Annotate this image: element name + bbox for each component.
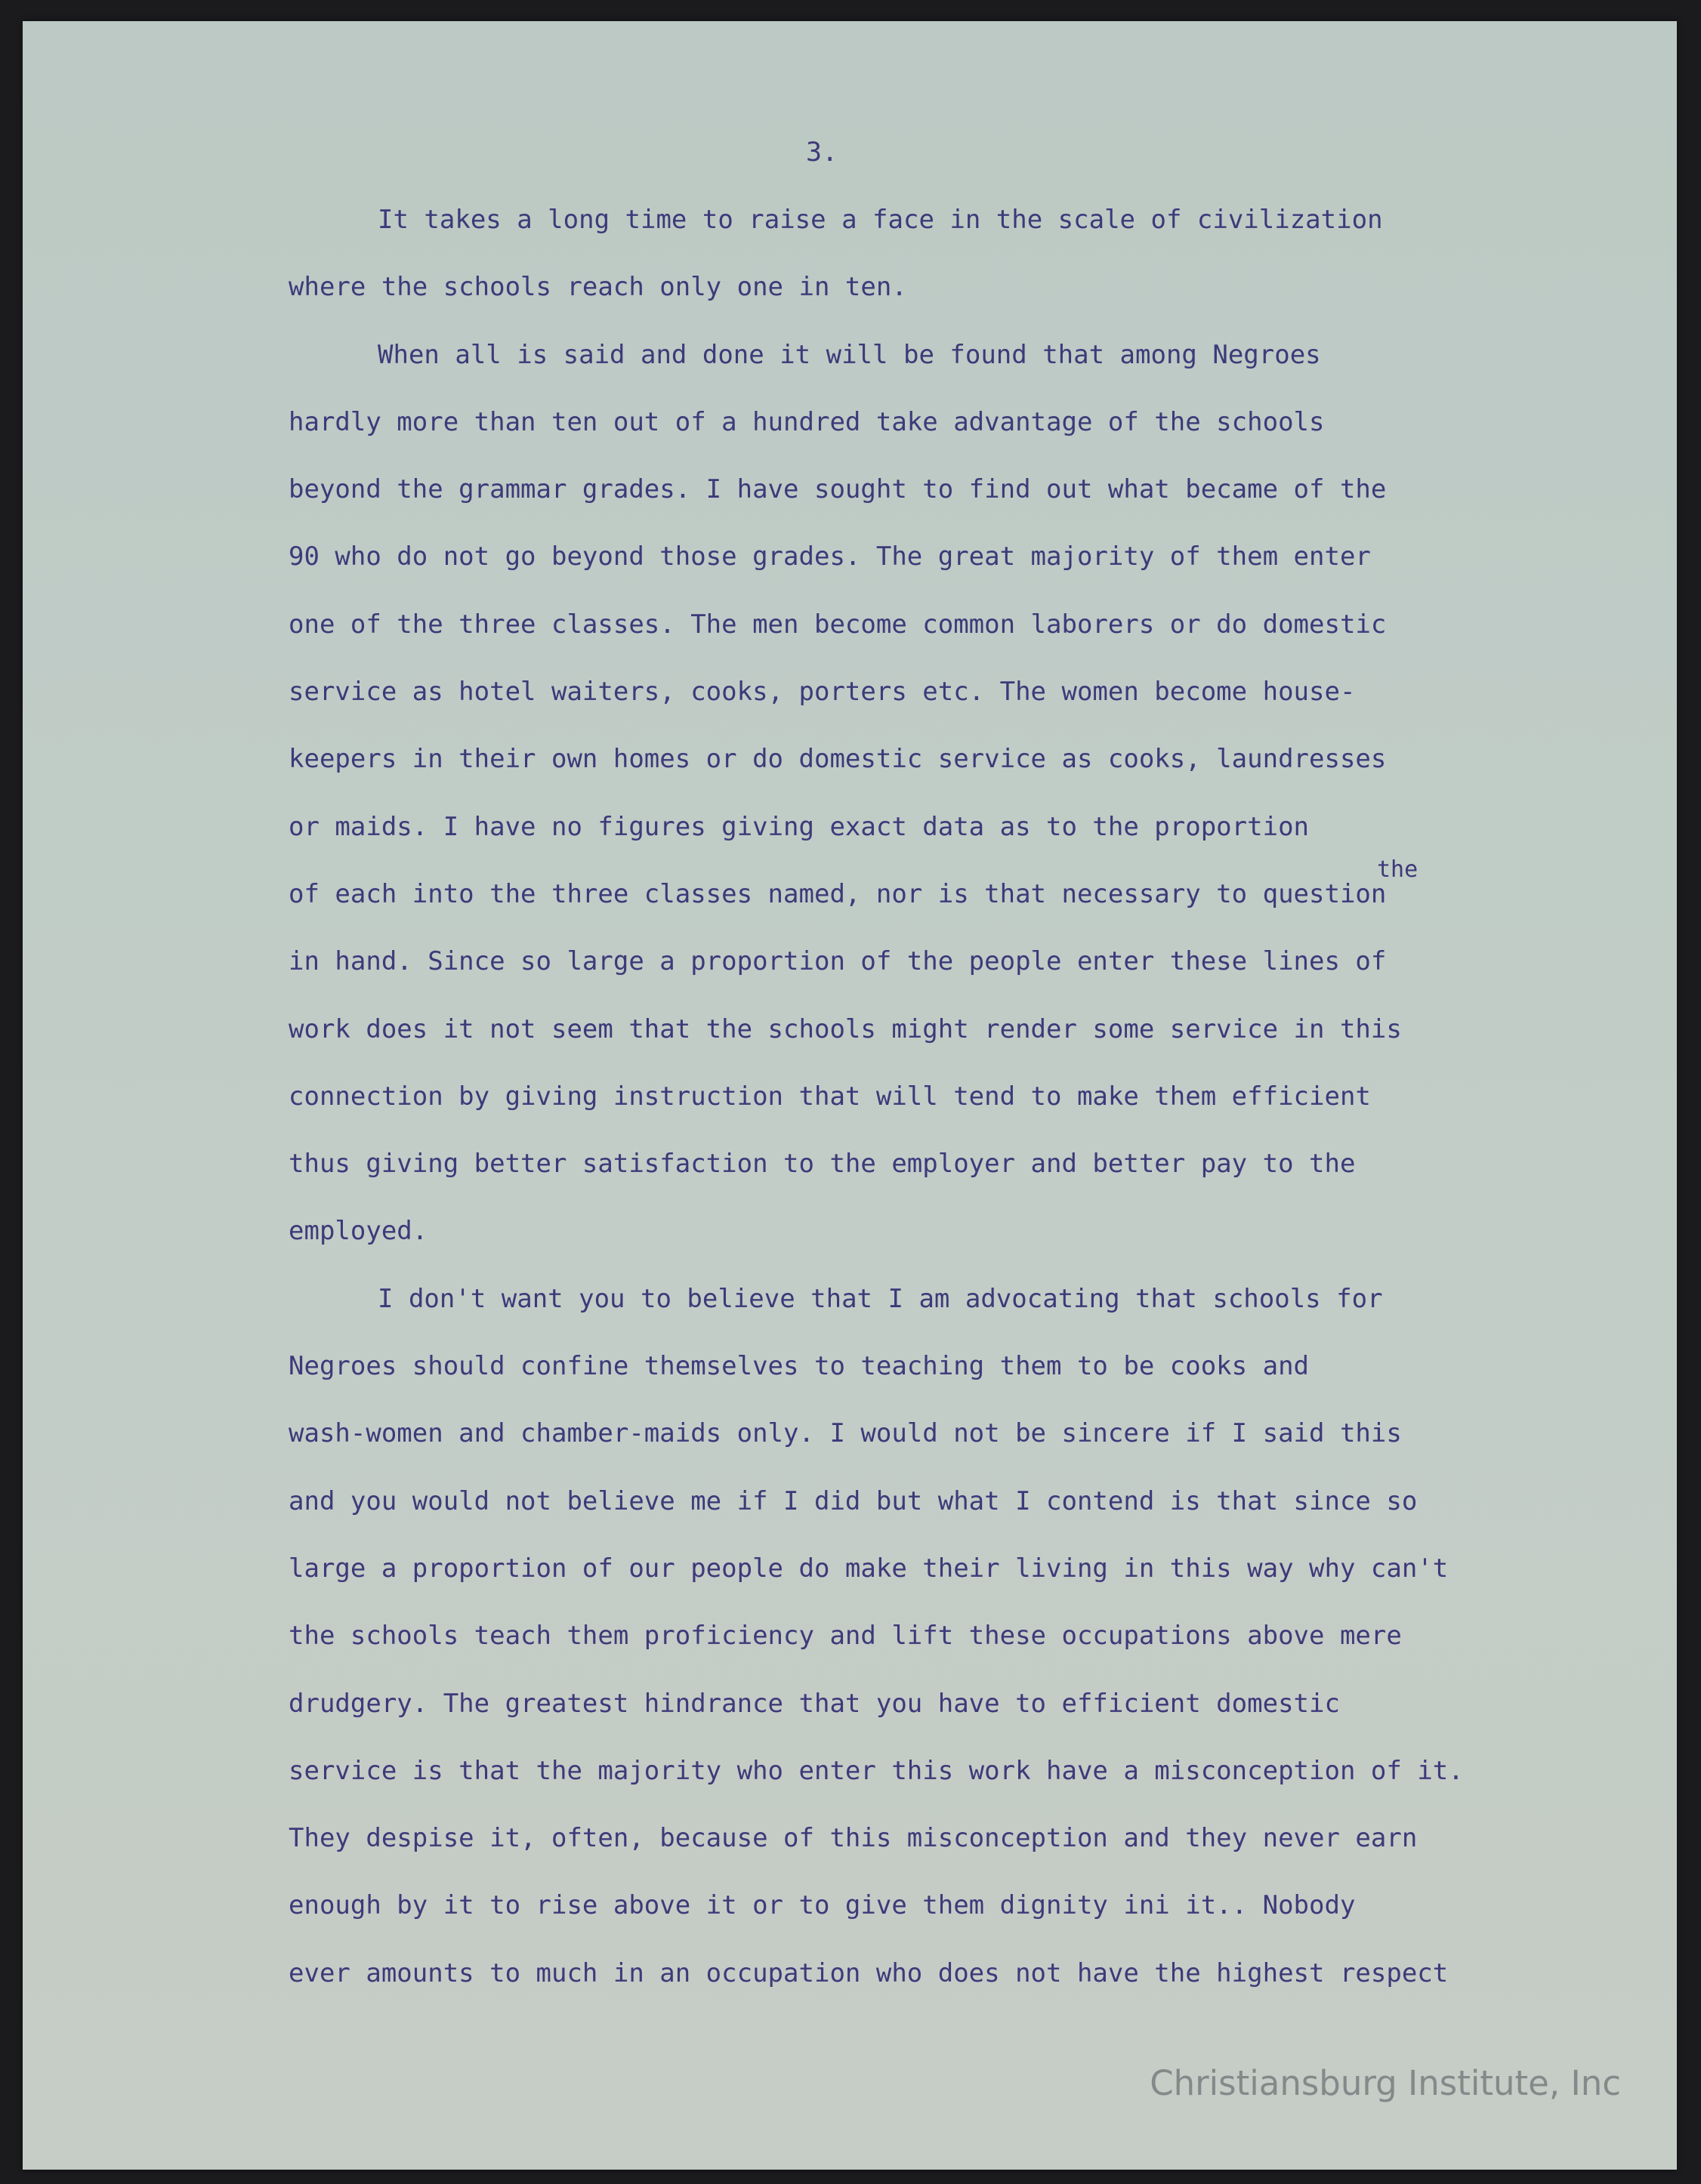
text-line-content: Negroes should confine themselves to teaching them to be cooks and (289, 1351, 1310, 1382)
text-line (289, 944, 1648, 1011)
text-line (289, 1618, 1648, 1686)
text-line (289, 1349, 1648, 1416)
text-line-content: service as hotel waiters, cooks, porters etc. The women become house- (289, 677, 1356, 708)
text-line-content: hardly more than ten out of a hundred take advantage of the schools (289, 406, 1325, 437)
text-line-content: employed. (289, 1216, 428, 1247)
text-line (289, 1686, 1648, 1754)
text-line-content: or maids. I have no figures giving exact data as to the proportion (289, 811, 1310, 842)
page-number: 3. (806, 137, 838, 168)
text-line (289, 1012, 1648, 1079)
text-line (289, 856, 1648, 944)
text-line (289, 338, 1648, 405)
text-line-content: service is that the majority who enter this work have a misconception of it. (289, 1755, 1464, 1786)
text-line (289, 1416, 1648, 1483)
text-line (289, 810, 1648, 877)
text-line (289, 1888, 1648, 1955)
text-line-content: When all is said and done it will be found that among Negroes (378, 339, 1321, 370)
text-line-content: of each into the three classes named, nor is that necessary to question (289, 878, 1387, 909)
text-line (289, 742, 1648, 809)
text-line-content: wash-women and chamber-maids only. I would not be sincere if I said this (289, 1418, 1402, 1449)
text-line-content: and you would not believe me if I did but what I contend is that since so (289, 1485, 1418, 1516)
text-line-content: the schools teach them proficiency and lift these occupations above mere (289, 1621, 1402, 1652)
text-line-content: connection by giving instruction that will tend to make them efficient (289, 1081, 1371, 1112)
text-line (289, 1754, 1648, 1821)
text-line-content: enough by it to rise above it or to give them dignity ini it.. Nobody (289, 1890, 1356, 1921)
archive-watermark: Christiansburg Institute, Inc (1150, 2063, 1621, 2103)
interlinear-insertion: the (1377, 856, 1419, 883)
text-line (289, 1551, 1648, 1618)
text-line-content: in hand. Since so large a proportion of the people enter these lines of (289, 946, 1387, 977)
text-line (289, 1484, 1648, 1551)
text-line-content: ever amounts to much in an occupation who does not have the highest respect (289, 1957, 1449, 1988)
text-line (289, 1956, 1648, 2023)
text-line (289, 674, 1648, 742)
text-line-content: work does it not seem that the schools might render some service in this (289, 1013, 1402, 1044)
text-line (289, 1146, 1648, 1214)
text-line (289, 405, 1648, 472)
text-line-content: It takes a long time to raise a face in the scale of civilization (378, 205, 1383, 235)
typed-text-body (289, 202, 1648, 2023)
text-line-content: one of the three classes. The men become common laborers or do domestic (289, 609, 1387, 640)
text-line (289, 472, 1648, 539)
text-line-content: keepers in their own homes or do domestic service as cooks, laundresses (289, 744, 1387, 775)
document-page (23, 21, 1677, 2170)
text-line (289, 1821, 1648, 1888)
text-line (289, 607, 1648, 674)
text-line (289, 539, 1648, 606)
text-line-content: I don't want you to believe that I am advocating that schools for (378, 1283, 1383, 1314)
text-line-content: 90 who do not go beyond those grades. The great majority of them enter (289, 541, 1371, 572)
text-line-content: They despise it, often, because of this misconception and they never earn (289, 1823, 1418, 1854)
text-line (289, 1282, 1648, 1349)
text-line (289, 1214, 1648, 1281)
text-line-content: beyond the grammar grades. I have sought to find out what became of the (289, 474, 1387, 505)
text-line-content: large a proportion of our people do make their living in this way why can't (289, 1553, 1449, 1584)
text-line-content: drudgery. The greatest hindrance that you have to efficient domestic (289, 1688, 1340, 1719)
text-line (289, 202, 1648, 270)
text-line-content: thus giving better satisfaction to the employer and better pay to the (289, 1149, 1356, 1180)
text-line (289, 1079, 1648, 1146)
text-line (289, 270, 1648, 337)
text-line-content: where the schools reach only one in ten. (289, 272, 907, 303)
